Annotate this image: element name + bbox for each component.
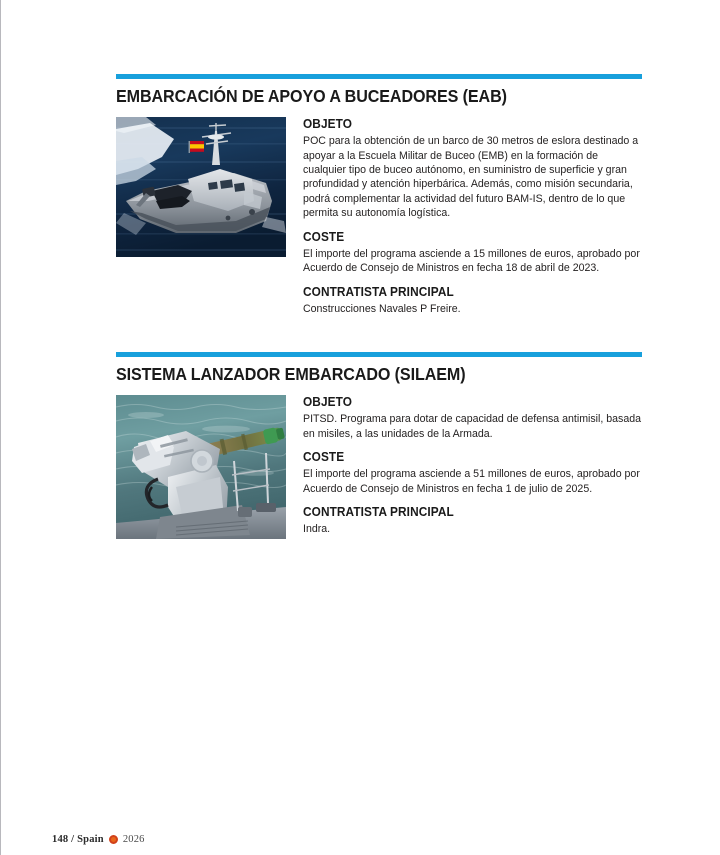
subsection-heading-coste: COSTE bbox=[303, 229, 345, 244]
section-accent-bar bbox=[116, 74, 642, 79]
page-content bbox=[116, 74, 642, 539]
subsection-heading-contratista: CONTRATISTA PRINCIPAL bbox=[303, 284, 454, 299]
section-title: EMBARCACIÓN DE APOYO A BUCEADORES (EAB) bbox=[116, 86, 507, 106]
footer-page-label: 148 / Spain bbox=[52, 834, 104, 845]
program-section-silaem bbox=[116, 352, 642, 539]
subsection-heading-coste: COSTE bbox=[303, 450, 345, 465]
program-section-eab bbox=[116, 74, 642, 316]
section-accent-bar bbox=[116, 352, 642, 357]
section-text-column bbox=[303, 117, 642, 316]
section-body bbox=[116, 117, 642, 316]
subsection-text-contratista: Indra. bbox=[303, 523, 331, 536]
subsection-text-objeto: PITSD. Programa para dotar de capacidad de defensa antimisil, basada en misiles, a las unidades de la Armada. bbox=[303, 413, 642, 440]
section-figure bbox=[116, 395, 286, 539]
page-footer bbox=[52, 834, 145, 845]
subsection-text-objeto: POC para la obtención de un barco de 30 metros de eslora destinado a apoyar a la Escuela Militar de Buceo (EMB) en la formación de cualquier tipo de buceo autónomo, en suministro de superficie y gran profundidad y atención hiperbárica. Además, como misión secundaria, podrá complementar la actividad del futuro BAM-IS, dentro de lo que permita su autonomía logística. bbox=[303, 135, 639, 220]
section-figure bbox=[116, 117, 286, 257]
section-body bbox=[116, 395, 642, 539]
section-title: SISTEMA LANZADOR EMBARCADO (SILAEM) bbox=[116, 364, 466, 385]
subsection-heading-objeto: OBJETO bbox=[303, 117, 353, 132]
subsection-heading-contratista: CONTRATISTA PRINCIPAL bbox=[303, 505, 454, 520]
footer-year: 2026 bbox=[122, 834, 145, 845]
orange-circle-bullet-icon bbox=[109, 835, 118, 844]
patrol-boat-at-sea-photo bbox=[116, 117, 286, 257]
section-text-column bbox=[303, 395, 642, 536]
subsection-text-contratista: Construcciones Navales P Freire. bbox=[303, 302, 461, 315]
subsection-heading-objeto: OBJETO bbox=[303, 395, 353, 410]
missile-launcher-mount-photo bbox=[116, 395, 286, 539]
subsection-text-coste: El importe del programa asciende a 15 millones de euros, aprobado por Acuerdo de Consejo de Ministros en fecha 18 de abril de 2023. bbox=[303, 247, 640, 275]
page-edge-line bbox=[0, 0, 1, 855]
subsection-text-coste: El importe del programa asciende a 51 millones de euros, aprobado por Acuerdo de Consejo de Ministros en fecha 1 de julio de 2025. bbox=[303, 468, 640, 495]
